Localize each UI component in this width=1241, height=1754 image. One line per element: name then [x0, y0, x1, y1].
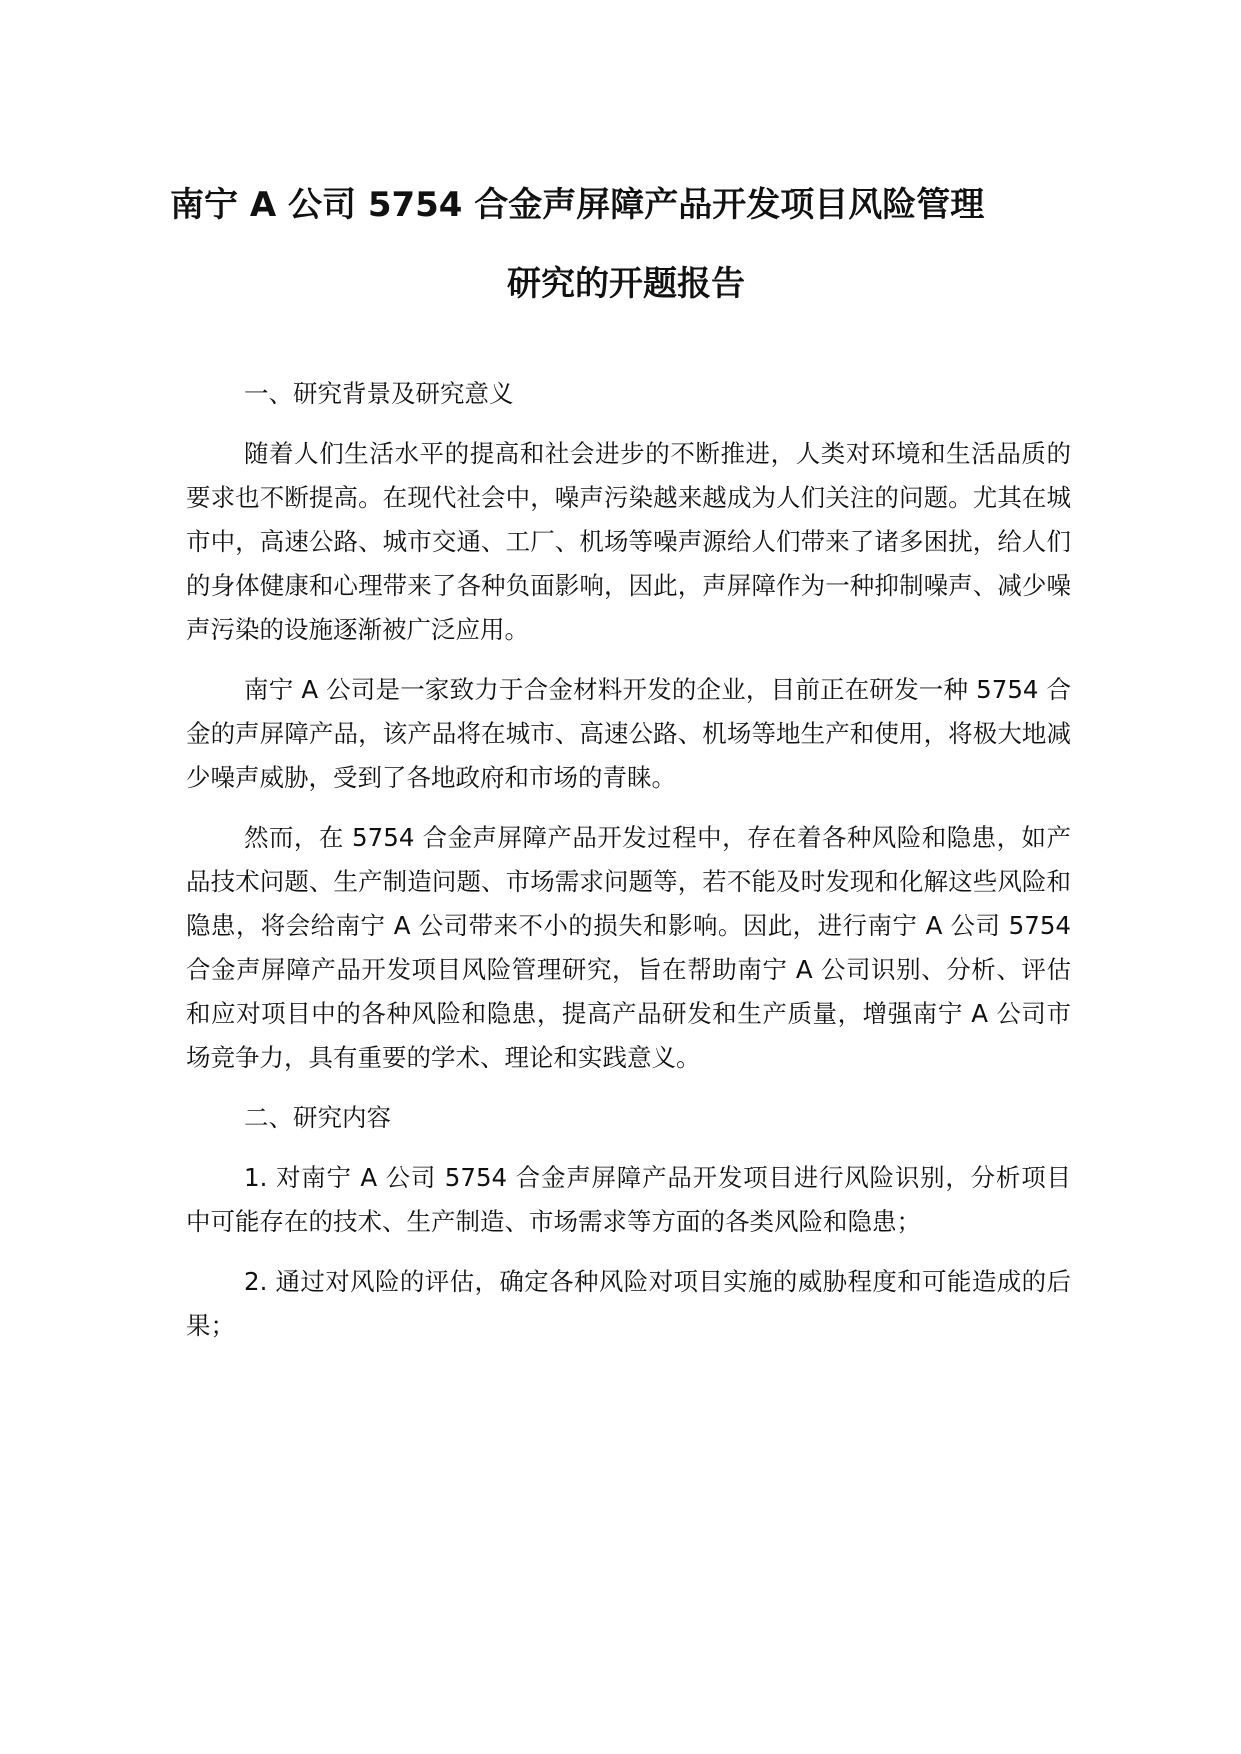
document-title-line-2: 研究的开题报告: [507, 264, 745, 304]
document-title-line-1: 南宁 A 公司 5754 合金声屏障产品开发项目风险管理: [170, 185, 985, 225]
paragraph-background-3: 然而，在 5754 合金声屏障产品开发过程中，存在着各种风险和隐患，如产品技术问题、生产制造问题、市场需求问题等，若不能及时发现和化解这些风险和隐患，将会给南宁 A 公司带来不小的损失和影响。因此，进行南宁 A 公司 5754 合金声屏障产品开发项目风险管理研究，旨在帮助南宁 A 公司识别、分析、评估和应对项目中的各种风险和隐患，提高产品研发和生产质量，增强南宁 A 公司市场竞争力，具有重要的学术、理论和实践意义。: [186, 823, 1071, 1072]
paragraph-background-1: 随着人们生活水平的提高和社会进步的不断推进，人类对环境和生活品质的要求也不断提高。在现代社会中，噪声污染越来越成为人们关注的问题。尤其在城市中，高速公路、城市交通、工厂、机场等噪声源给人们带来了诸多困扰，给人们的身体健康和心理带来了各种负面影响，因此，声屏障作为一种抑制噪声、减少噪声污染的设施逐渐被广泛应用。: [186, 439, 1071, 644]
research-content-item-1: 1. 对南宁 A 公司 5754 合金声屏障产品开发项目进行风险识别，分析项目中可能存在的技术、生产制造、市场需求等方面的各类风险和隐患；: [186, 1163, 1071, 1236]
paragraph-background-2: 南宁 A 公司是一家致力于合金材料开发的企业，目前正在研发一种 5754 合金的声屏障产品，该产品将在城市、高速公路、机场等地生产和使用，将极大地减少噪声威胁，受到了各地政府和市场的青睐。: [186, 675, 1071, 792]
section-heading-background: 一、研究背景及研究意义: [244, 379, 514, 408]
document-body: [186, 372, 1071, 1364]
section-heading-research-content: 二、研究内容: [244, 1103, 391, 1132]
research-content-item-2: 2. 通过对风险的评估，确定各种风险对项目实施的威胁程度和可能造成的后果；: [186, 1267, 1071, 1340]
